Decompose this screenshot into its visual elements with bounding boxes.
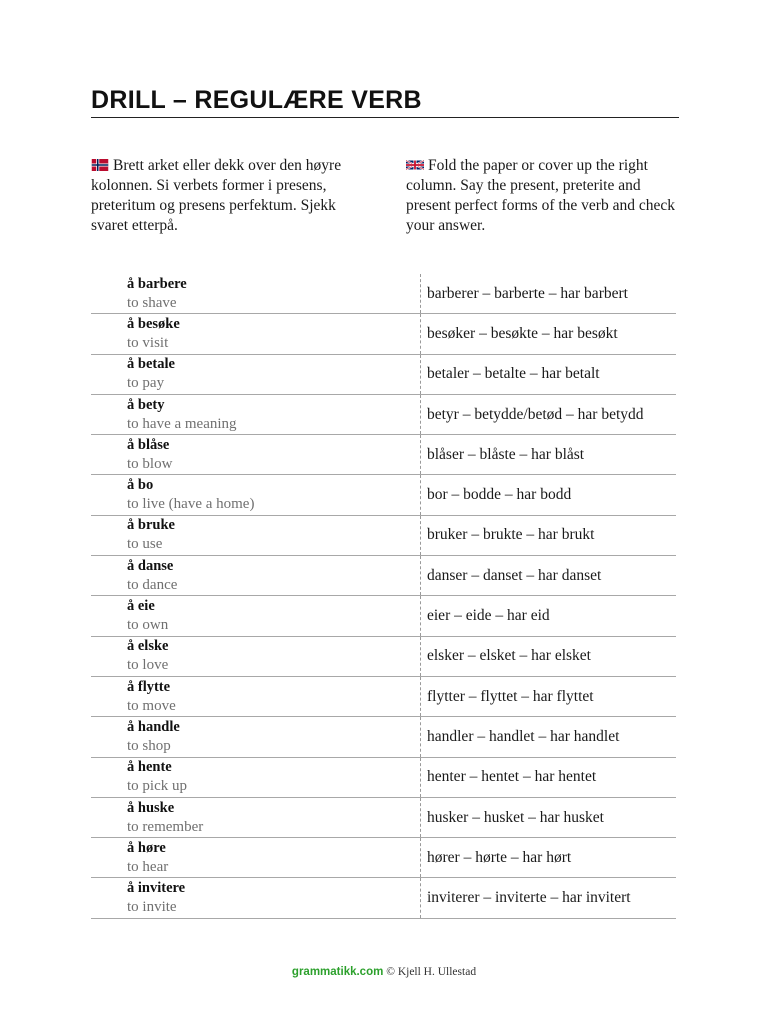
verb-translation: to shave [127,294,177,311]
verb-translation: to love [127,657,169,674]
verb-forms: barberer – barberte – har barbert [421,274,677,314]
verb-translation: to own [127,617,169,634]
verb-infinitive: å invitere [127,880,186,897]
verb-forms: husker – husket – har husket [421,797,677,837]
verb-cell [91,596,421,636]
table-row [91,274,676,314]
verb-cell [91,757,421,797]
verb-forms: danser – danset – har danset [421,556,677,596]
verb-infinitive: å betale [127,356,175,373]
verb-forms: eier – eide – har eid [421,596,677,636]
verb-forms: hører – hørte – har hørt [421,838,677,878]
verb-forms: bor – bodde – har bodd [421,475,677,515]
verb-infinitive: å danse [127,557,174,574]
verb-infinitive: å besøke [127,315,180,332]
verb-forms: besøker – besøkte – har besøkt [421,314,677,354]
verb-translation: to hear [127,858,169,875]
table-row [91,838,676,878]
verb-infinitive: å handle [127,718,180,735]
verb-forms: flytter – flyttet – har flyttet [421,676,677,716]
table-row [91,435,676,475]
verb-translation: to remember [127,818,204,835]
table-row [91,797,676,837]
verb-cell [91,435,421,475]
intro-english-text: Fold the paper or cover up the right column. Say the present, preterite and present perfect forms of the verb and check your answer. [406,157,675,234]
verb-infinitive: å flytte [127,678,171,695]
verb-forms: handler – handlet – har handlet [421,717,677,757]
verb-cell [91,676,421,716]
verb-cell [91,515,421,555]
verb-translation: to visit [127,334,169,351]
verb-translation: to pay [127,375,165,392]
verb-translation: to invite [127,899,177,916]
verb-infinitive: å bety [127,396,165,413]
verb-forms: blåser – blåste – har blåst [421,435,677,475]
verb-translation: to have a meaning [127,415,237,432]
verb-drill-table [91,274,676,919]
intro-norwegian [91,156,366,236]
verb-cell [91,797,421,837]
verb-translation: to move [127,697,176,714]
verb-cell [91,475,421,515]
verb-forms: betyr – betydde/betød – har betydd [421,394,677,434]
verb-forms: inviterer – inviterte – har invitert [421,878,677,918]
verb-infinitive: å eie [127,598,155,615]
verb-cell [91,636,421,676]
verb-forms: bruker – brukte – har brukt [421,515,677,555]
uk-flag-icon [406,159,424,171]
footer-copyright: © Kjell H. Ullestad [386,966,477,978]
table-row [91,475,676,515]
table-row [91,515,676,555]
verb-cell [91,274,421,314]
verb-cell [91,394,421,434]
verb-forms: henter – hentet – har hentet [421,757,677,797]
verb-translation: to blow [127,455,173,472]
table-row [91,556,676,596]
verb-cell [91,314,421,354]
verb-forms: elsker – elsket – har elsket [421,636,677,676]
table-row [91,878,676,918]
verb-cell [91,878,421,918]
page-title: DRILL – REGULÆRE VERB [91,86,422,114]
verb-forms: betaler – betalte – har betalt [421,354,677,394]
verb-translation: to live (have a home) [127,496,255,513]
verb-cell [91,354,421,394]
verb-infinitive: å huske [127,799,175,816]
table-row [91,676,676,716]
verb-infinitive: å elske [127,638,169,655]
verb-translation: to dance [127,576,178,593]
intro-norwegian-text: Brett arket eller dekk over den høyre kolonnen. Si verbets former i presens, preteritum og presens perfektum. Sjekk svaret etterpå. [91,157,342,234]
verb-infinitive: å barbere [127,275,187,292]
table-row [91,757,676,797]
table-row [91,596,676,636]
footer-site: grammatikk.com [291,966,384,978]
verb-infinitive: å bruke [127,517,175,534]
table-row [91,636,676,676]
table-row [91,314,676,354]
table-row [91,717,676,757]
verb-cell [91,556,421,596]
verb-translation: to use [127,536,163,553]
verb-infinitive: å blåse [127,436,170,453]
norway-flag-icon [91,159,109,171]
verb-infinitive: å hente [127,759,172,776]
table-row [91,394,676,434]
table-row [91,354,676,394]
verb-cell [91,717,421,757]
verb-cell [91,838,421,878]
verb-infinitive: å høre [127,839,166,856]
intro-english [406,156,681,236]
verb-translation: to shop [127,737,171,754]
title-rule [91,117,679,118]
footer [0,966,768,978]
verb-translation: to pick up [127,778,187,795]
verb-infinitive: å bo [127,477,154,494]
